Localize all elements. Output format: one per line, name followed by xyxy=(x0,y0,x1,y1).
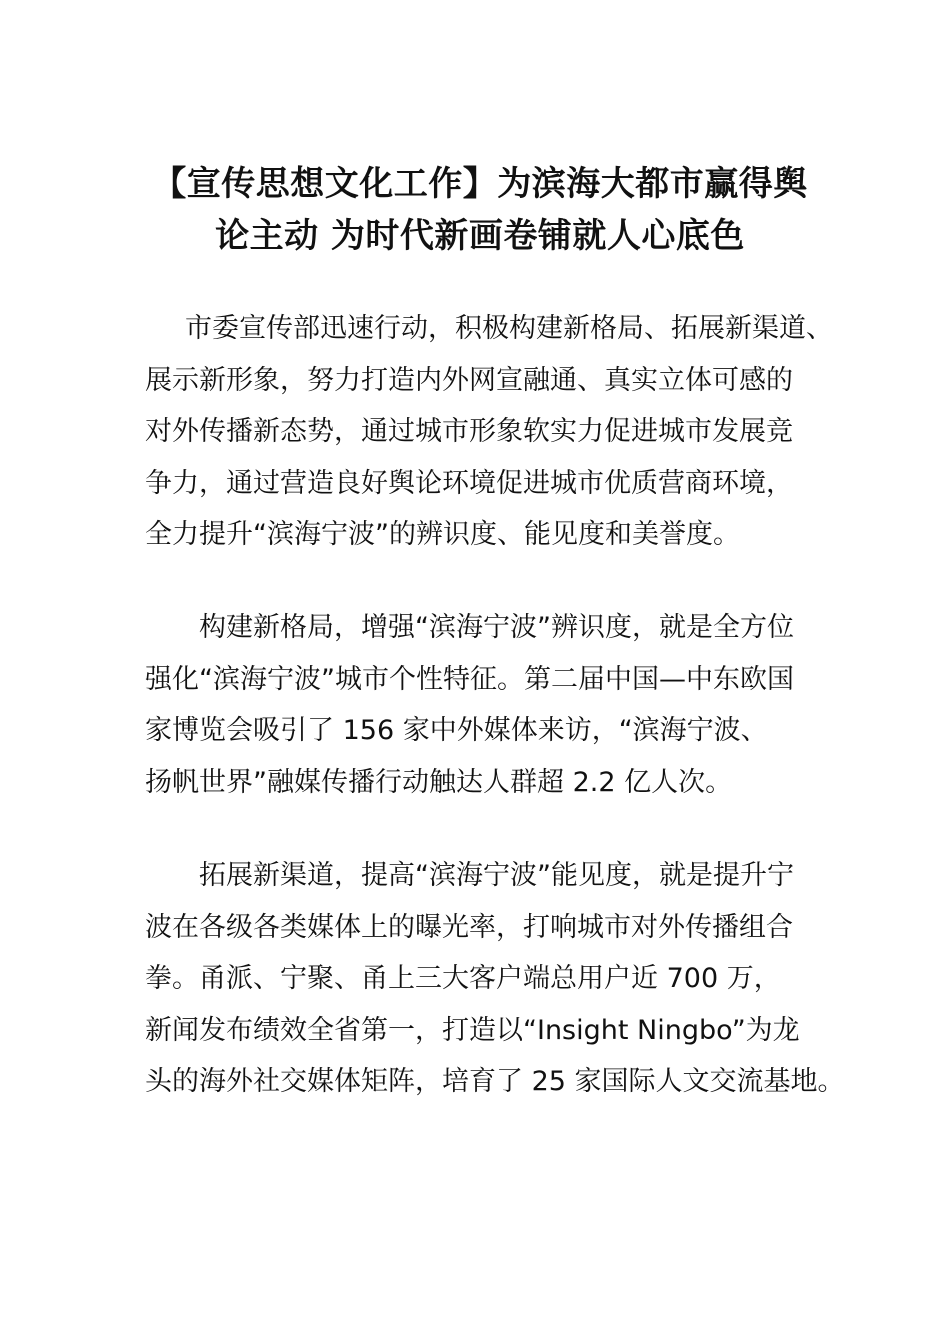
paragraph-3 xyxy=(145,850,845,1108)
paragraph-line: 扬帆世界”融媒传播行动触达人群超 2.2 亿人次。 xyxy=(145,766,733,798)
paragraph-line: 拓展新渠道，提高“滨海宁波”能见度，就是提升宁 xyxy=(199,860,794,891)
paragraph-line: 头的海外社交媒体矩阵，培育了 25 家国际人文交流基地。 xyxy=(145,1066,845,1097)
paragraph-line: 争力，通过营造良好舆论环境促进城市优质营商环境， xyxy=(145,467,793,499)
paragraph-line: 全力提升“滨海宁波”的辨识度、能见度和美誉度。 xyxy=(145,519,740,550)
title-line-2: 论主动 为时代新画卷铺就人心底色 xyxy=(215,216,745,256)
paragraph-line: 构建新格局，增强“滨海宁波”辨识度，就是全方位 xyxy=(199,612,794,643)
paragraph-1 xyxy=(145,303,833,561)
paragraph-line: 拳。甬派、宁聚、甬上三大客户端总用户近 700 万， xyxy=(145,963,781,994)
paragraph-2 xyxy=(145,602,825,808)
paragraph-line: 强化“滨海宁波”城市个性特征。第二届中国—中东欧国 xyxy=(145,663,794,695)
paragraph-line: 新闻发布绩效全省第一，打造以“Insight Ningbo”为龙 xyxy=(145,1014,800,1046)
paragraph-line: 家博览会吸引了 156 家中外媒体来访，“滨海宁波、 xyxy=(145,715,768,746)
title-line-1: 【宣传思想文化工作】为滨海大都市赢得舆 xyxy=(152,164,808,204)
paragraph-line: 展示新形象，努力打造内外网宣融通、真实立体可感的 xyxy=(145,364,793,396)
paragraph-line: 市委宣传部迅速行动，积极构建新格局、拓展新渠道、 xyxy=(185,313,833,344)
paragraph-line: 波在各级各类媒体上的曝光率，打响城市对外传播组合 xyxy=(145,911,793,943)
paragraph-line: 对外传播新态势，通过城市形象软实力促进城市发展竞 xyxy=(145,416,793,447)
document-title xyxy=(140,158,820,262)
